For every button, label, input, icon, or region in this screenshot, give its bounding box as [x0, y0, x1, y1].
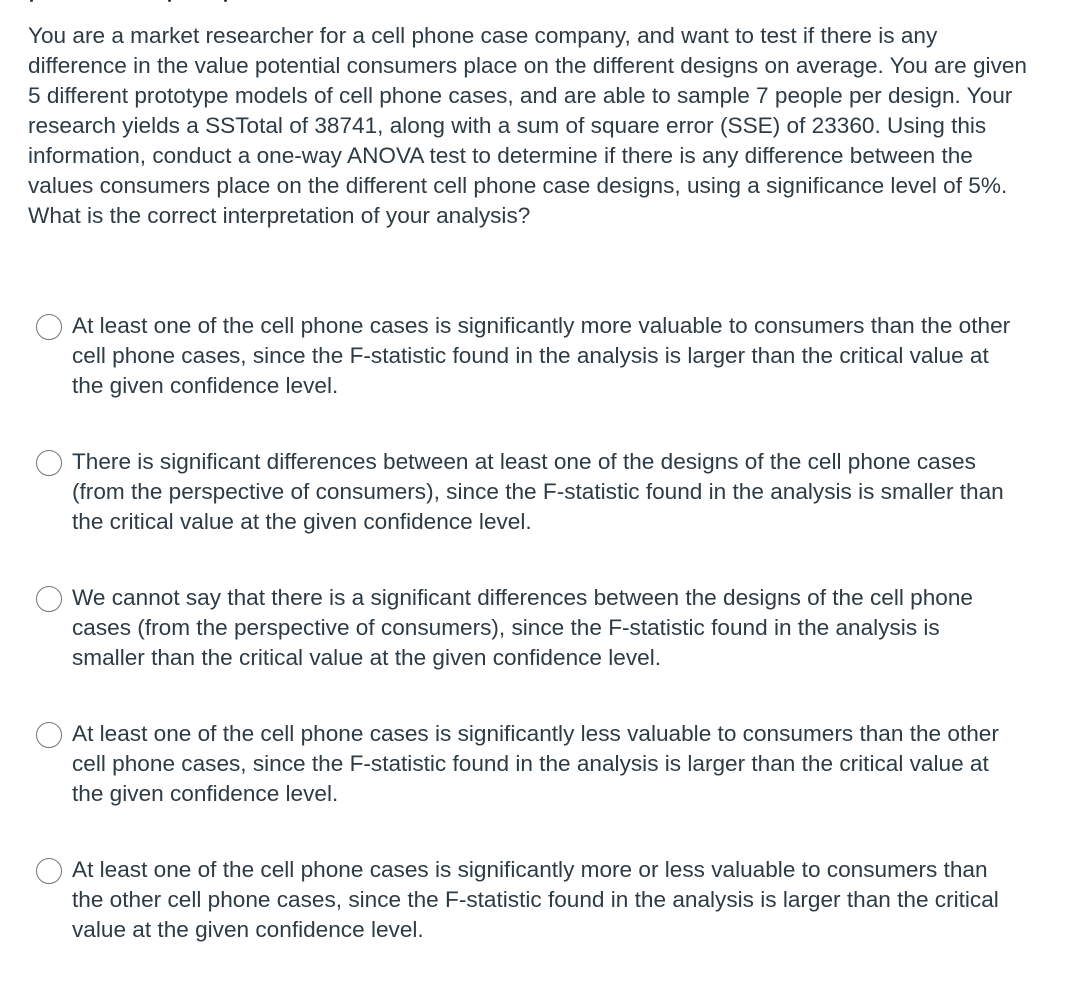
radio-button[interactable]	[36, 314, 62, 340]
answer-label[interactable]: At least one of the cell phone cases is significantly more or less valuable to consumers than the other cell phone cases, since the F-statistic found in the analysis is larger than the critical value at the given confidence level.	[72, 857, 999, 942]
cropped-glyph	[30, 0, 33, 2]
cropped-header-fragment	[28, 0, 268, 2]
answer-option[interactable]	[36, 719, 1046, 855]
answer-label[interactable]: There is significant differences between at least one of the designs of the cell phone cases (from the perspective of consumers), since the F-statistic found in the analysis is smaller than the critical value at the given confidence level.	[72, 449, 1004, 534]
answer-list	[36, 311, 1046, 991]
answer-option[interactable]	[36, 311, 1046, 447]
answer-option[interactable]	[36, 855, 1046, 991]
question-text: You are a market researcher for a cell phone case company, and want to test if there is any difference in the value potential consumers place on the different designs on average. You are given 5 different prototype models of cell phone cases, and are able to sample 7 people per design. Your research yields a SSTotal of 38741, along with a sum of square error (SSE) of 23360. Using this information, conduct a one-way ANOVA test to determine if there is any difference between the values consumers place on the different cell phone case designs, using a significance level of 5%. What is the correct interpretation of your analysis?	[28, 23, 1028, 228]
radio-button[interactable]	[36, 722, 62, 748]
radio-button[interactable]	[36, 586, 62, 612]
radio-button[interactable]	[36, 858, 62, 884]
answer-label[interactable]: At least one of the cell phone cases is significantly more valuable to consumers than the other cell phone cases, since the F-statistic found in the analysis is larger than the critical value at the given confidence level.	[72, 313, 1011, 398]
answer-label[interactable]: We cannot say that there is a significant differences between the designs of the cell phone cases (from the perspective of consumers), since the F-statistic found in the analysis is smaller than the critical value at the given confidence level.	[72, 585, 973, 670]
radio-button[interactable]	[36, 450, 62, 476]
cropped-glyph	[224, 0, 227, 2]
answer-label[interactable]: At least one of the cell phone cases is significantly less valuable to consumers than the other cell phone cases, since the F-statistic found in the analysis is larger than the critical value at the given confidence level.	[72, 721, 999, 806]
answer-option[interactable]	[36, 583, 1046, 719]
answer-option[interactable]	[36, 447, 1046, 583]
cropped-glyph	[168, 0, 171, 2]
